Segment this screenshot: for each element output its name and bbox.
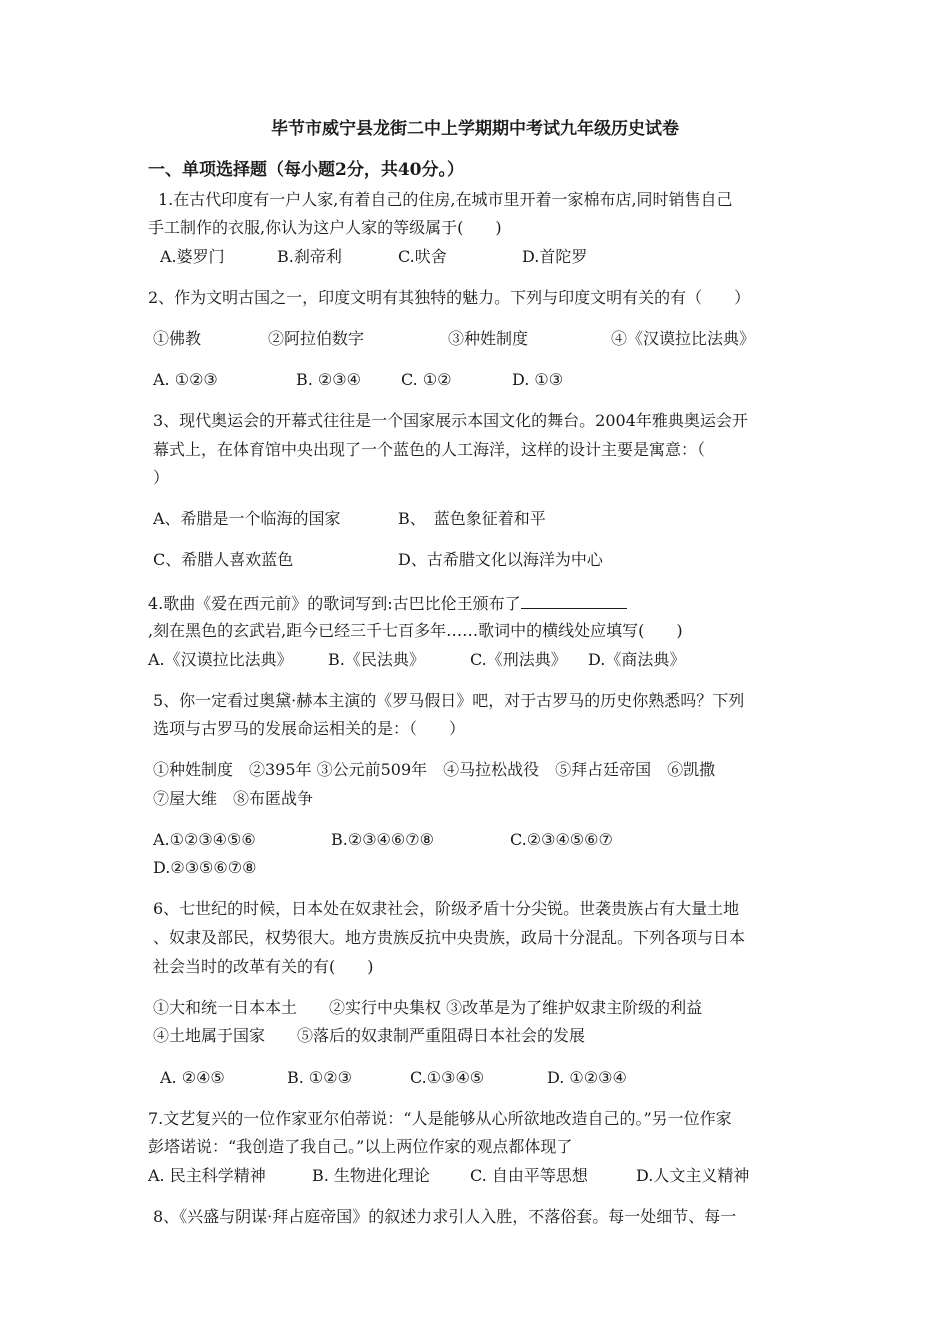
q4-option-c: C.《刑法典》 bbox=[470, 650, 567, 669]
q4-option-b: B.《民法典》 bbox=[328, 650, 425, 669]
q6-option-a: A. ②④⑤ bbox=[160, 1068, 225, 1087]
q2-option-c: C. ①② bbox=[401, 370, 452, 389]
q4-stem-line2: ,刻在黑色的玄武岩,距今已经三千七百多年……歌词中的横线处应填写( ) bbox=[148, 621, 683, 640]
q4-option-d: D.《商法典》 bbox=[588, 650, 686, 669]
q6-items-line2: ④土地属于国家 ⑤落后的奴隶制严重阻碍日本社会的发展 bbox=[153, 1026, 586, 1045]
q7-stem-line2: 彭塔诺说：“我创造了我自己。”以上两位作家的观点都体现了 bbox=[148, 1137, 573, 1156]
q3-option-b: B、 蓝色象征着和平 bbox=[398, 509, 546, 528]
q2-stem: 2、作为文明古国之一，印度文明有其独特的魅力。下列与印度文明有关的有（ ） bbox=[148, 288, 751, 307]
q3-stem-line3: ） bbox=[153, 468, 170, 487]
q5-option-c: C.②③④⑤⑥⑦ bbox=[510, 830, 613, 849]
q5-option-b: B.②③④⑥⑦⑧ bbox=[331, 830, 434, 849]
q6-option-c: C.①③④⑤ bbox=[410, 1068, 485, 1087]
q5-stem-line2: 选项与古罗马的发展命运相关的是：（ ） bbox=[153, 719, 466, 738]
q1-stem-line2: 手工制作的衣服,你认为这户人家的等级属于( ) bbox=[148, 218, 502, 237]
q5-items-line1: ①种姓制度 ②395年 ③公元前509年 ④马拉松战役 ⑤拜占廷帝国 ⑥凯撒 bbox=[153, 760, 716, 779]
q4-stem-line1 bbox=[148, 592, 627, 614]
q6-stem-line2: 、奴隶及部民，权势很大。地方贵族反抗中央贵族，政局十分混乱。下列各项与日本 bbox=[153, 928, 746, 947]
q3-stem-line1: 3、现代奥运会的开幕式往往是一个国家展示本国文化的舞台。2004年雅典奥运会开 bbox=[153, 411, 748, 430]
q3-option-c: C、希腊人喜欢蓝色 bbox=[153, 550, 294, 569]
q7-stem-line1: 7.文艺复兴的一位作家亚尔伯蒂说：“人是能够从心所欲地改造自己的。”另一位作家 bbox=[148, 1109, 732, 1128]
q6-option-b: B. ①②③ bbox=[287, 1068, 352, 1087]
q5-stem-line1: 5、你一定看过奥黛·赫本主演的《罗马假日》吧，对于古罗马的历史你熟悉吗？下列 bbox=[153, 691, 745, 710]
exam-title: 毕节市威宁县龙街二中上学期期中考试九年级历史试卷 bbox=[271, 119, 679, 139]
q6-option-d: D. ①②③④ bbox=[547, 1068, 627, 1087]
q2-option-d: D. ①③ bbox=[512, 370, 564, 389]
q2-option-b: B. ②③④ bbox=[296, 370, 361, 389]
q2-item-1: ①佛教 bbox=[153, 329, 202, 348]
q3-option-d: D、古希腊文化以海洋为中心 bbox=[398, 550, 603, 569]
section-heading: 一、单项选择题（每小题2分，共40分。） bbox=[148, 160, 464, 180]
q3-option-a: A、希腊是一个临海的国家 bbox=[153, 509, 341, 528]
q4-option-a: A.《汉谟拉比法典》 bbox=[148, 650, 293, 669]
q2-item-2: ②阿拉伯数字 bbox=[268, 329, 365, 348]
q8-stem-line1: 8、《兴盛与阴谋·拜占庭帝国》的叙述力求引人入胜，不落俗套。每一处细节、每一 bbox=[153, 1207, 737, 1226]
q2-item-3: ③种姓制度 bbox=[448, 329, 529, 348]
q7-option-c: C. 自由平等思想 bbox=[470, 1166, 588, 1185]
q7-option-d: D.人文主义精神 bbox=[636, 1166, 750, 1185]
q1-option-c: C.吠舍 bbox=[398, 247, 447, 266]
q6-stem-line3: 社会当时的改革有关的有( ) bbox=[153, 957, 374, 976]
q4-answer-blank bbox=[521, 592, 627, 609]
q1-option-d: D.首陀罗 bbox=[522, 247, 588, 266]
q7-option-a: A. 民主科学精神 bbox=[148, 1166, 266, 1185]
q5-option-d: D.②③⑤⑥⑦⑧ bbox=[153, 858, 257, 877]
q5-items-line2: ⑦屋大维 ⑧布匿战争 bbox=[153, 789, 314, 808]
q1-option-b: B.刹帝利 bbox=[277, 247, 342, 266]
q2-item-4: ④《汉谟拉比法典》 bbox=[611, 329, 756, 348]
q3-stem-line2: 幕式上，在体育馆中央出现了一个蓝色的人工海洋，这样的设计主要是寓意：（ bbox=[153, 440, 706, 459]
q1-option-a: A.婆罗门 bbox=[160, 247, 225, 266]
q2-option-a: A. ①②③ bbox=[153, 370, 218, 389]
q4-stem-text: 4.歌曲《爱在西元前》的歌词写到:古巴比伦王颁布了 bbox=[148, 594, 521, 613]
q6-stem-line1: 6、七世纪的时候，日本处在奴隶社会，阶级矛盾十分尖锐。世袭贵族占有大量土地 bbox=[153, 899, 740, 918]
q5-option-a: A.①②③④⑤⑥ bbox=[153, 830, 256, 849]
q7-option-b: B. 生物进化理论 bbox=[312, 1166, 430, 1185]
q6-items-line1: ①大和统一日本本土 ②实行中央集权 ③改革是为了维护奴隶主阶级的利益 bbox=[153, 998, 703, 1017]
q1-stem-line1: 1.在古代印度有一户人家,有着自己的住房,在城市里开着一家棉布店,同时销售自己 bbox=[158, 190, 733, 209]
